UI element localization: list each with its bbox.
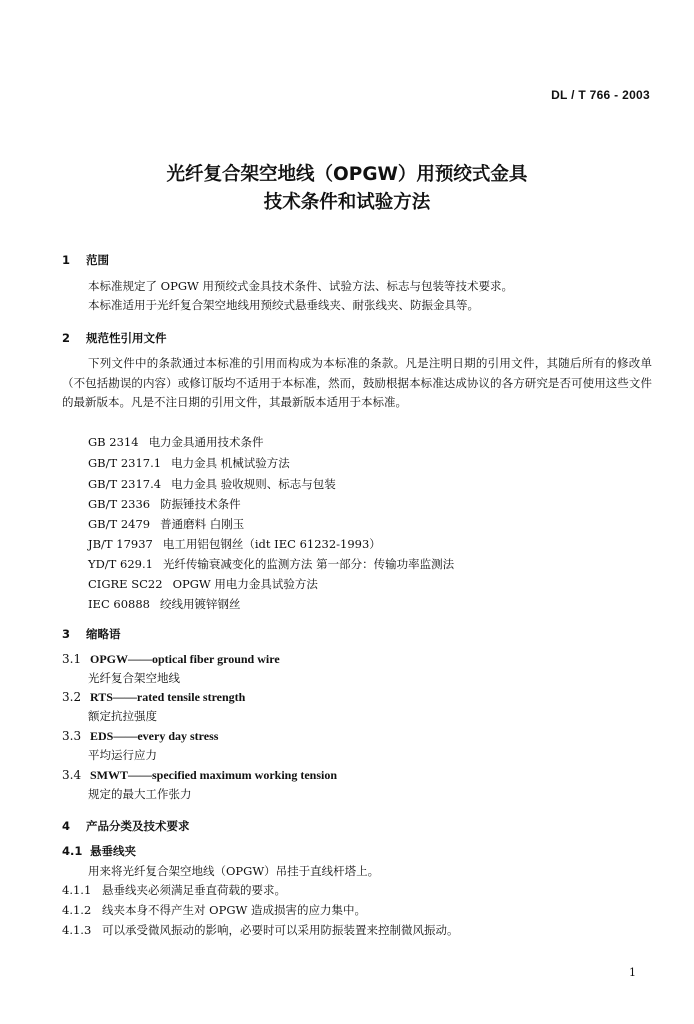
sec1-paragraph-1: 本标准规定了 OPGW 用预绞式金具技术条件、试验方法、标志与包装等技术要求。 bbox=[88, 279, 513, 293]
sec1-paragraph-2: 本标准适用于光纤复合架空地线用预绞式悬垂线夹、耐张线夹、防振金具等。 bbox=[88, 298, 479, 312]
reference-code: YD/T 629.1 bbox=[88, 557, 153, 571]
standard-code: DL / T 766 - 2003 bbox=[551, 88, 650, 102]
clause-item bbox=[62, 882, 286, 898]
reference-code: GB/T 2317.4 bbox=[88, 477, 162, 491]
clause-item bbox=[62, 922, 459, 938]
term-dash: —— bbox=[112, 690, 137, 704]
clause-item bbox=[62, 902, 366, 918]
section-title: 缩略语 bbox=[86, 627, 121, 641]
reference-code: GB 2314 bbox=[88, 435, 139, 449]
clause-text: 可以承受微风振动的影响，必要时可以采用防振装置来控制微风振动。 bbox=[102, 923, 459, 937]
reference-title: 普通磨料 白刚玉 bbox=[160, 517, 245, 531]
term-english: specified maximum working tension bbox=[152, 768, 338, 782]
term-entry bbox=[62, 729, 218, 744]
subsection-number: 4.1 bbox=[62, 844, 83, 858]
section-4-heading bbox=[62, 818, 190, 834]
reference-title: 光纤传输衰减变化的监测方法 第一部分：传输功率监测法 bbox=[162, 557, 455, 571]
reference-title: 防振锤技术条件 bbox=[160, 497, 241, 511]
section-3-heading bbox=[62, 626, 121, 642]
term-abbreviation: SMWT bbox=[90, 768, 129, 782]
reference-item bbox=[88, 516, 244, 532]
section-number: 2 bbox=[62, 331, 71, 345]
reference-title: 电力金具通用技术条件 bbox=[148, 435, 264, 449]
reference-title: 电力金具 机械试验方法 bbox=[171, 456, 290, 470]
reference-item bbox=[88, 496, 241, 512]
reference-item bbox=[88, 536, 381, 552]
reference-item bbox=[88, 576, 318, 592]
term-english: rated tensile strength bbox=[136, 690, 246, 704]
term-number: 3.4 bbox=[62, 768, 82, 782]
reference-title: 电工用铝包钢丝（idt IEC 61232-1993） bbox=[162, 537, 381, 551]
clause-text: 悬垂线夹必须满足垂直荷载的要求。 bbox=[102, 883, 286, 897]
reference-code: GB/T 2336 bbox=[88, 497, 151, 511]
term-abbreviation: EDS bbox=[90, 729, 114, 743]
section-number: 1 bbox=[62, 253, 71, 267]
sec2-intro-paragraph: 下列文件中的条款通过本标准的引用而构成为本标准的条款。凡是注明日期的引用文件，其随后所有的修改单（不包括勘误的内容）或修订版均不适用于本标准，然而，鼓励根据本标准达成协议的各方研究是否可使用这些文件的最新版本。凡是不注日期的引用文件，其最新版本适用于本标准。 bbox=[62, 356, 652, 409]
section-title: 规范性引用文件 bbox=[86, 331, 167, 345]
section-2-heading bbox=[62, 330, 167, 346]
term-entry bbox=[62, 768, 337, 783]
section-title: 产品分类及技术要求 bbox=[86, 819, 190, 833]
subsection-4-1-text: 用来将光纤复合架空地线（OPGW）吊挂于直线杆塔上。 bbox=[88, 864, 380, 878]
term-chinese: 额定抗拉强度 bbox=[88, 709, 157, 723]
section-1-heading bbox=[62, 252, 109, 268]
document-title-line1: 光纤复合架空地线（OPGW）用预绞式金具 bbox=[166, 164, 528, 185]
section-number: 4 bbox=[62, 819, 71, 833]
term-chinese: 规定的最大工作张力 bbox=[88, 787, 192, 801]
section-number: 3 bbox=[62, 627, 71, 641]
reference-title: 绞线用镀锌钢丝 bbox=[159, 597, 241, 611]
page-number: 1 bbox=[629, 966, 636, 979]
term-chinese: 光纤复合架空地线 bbox=[88, 671, 180, 685]
clause-text: 线夹本身不得产生对 OPGW 造成损害的应力集中。 bbox=[102, 903, 366, 917]
reference-item bbox=[88, 596, 240, 612]
document-title-line2: 技术条件和试验方法 bbox=[263, 192, 431, 213]
term-chinese: 平均运行应力 bbox=[88, 748, 157, 762]
reference-title: OPGW 用电力金具试验方法 bbox=[172, 577, 318, 591]
term-dash: —— bbox=[128, 652, 152, 666]
reference-title: 电力金具 验收规则、标志与包装 bbox=[171, 477, 336, 491]
reference-item bbox=[88, 434, 264, 450]
term-entry bbox=[62, 652, 280, 667]
term-english: optical fiber ground wire bbox=[152, 652, 280, 666]
term-abbreviation: OPGW bbox=[90, 652, 128, 666]
reference-code: CIGRE SC22 bbox=[88, 577, 163, 591]
term-dash: —— bbox=[128, 768, 153, 782]
term-number: 3.3 bbox=[62, 729, 82, 743]
section-title: 范围 bbox=[86, 253, 109, 267]
subsection-4-1-heading bbox=[62, 843, 136, 859]
reference-item bbox=[88, 455, 290, 471]
term-english: every day stress bbox=[137, 729, 219, 743]
reference-code: GB/T 2317.1 bbox=[88, 456, 162, 470]
clause-number: 4.1.3 bbox=[62, 923, 92, 937]
subsection-title: 悬垂线夹 bbox=[90, 844, 136, 858]
reference-item bbox=[88, 476, 336, 492]
term-dash: —— bbox=[113, 729, 138, 743]
term-number: 3.1 bbox=[62, 652, 82, 666]
clause-number: 4.1.1 bbox=[62, 883, 92, 897]
reference-item bbox=[88, 556, 454, 572]
reference-code: JB/T 17937 bbox=[88, 537, 153, 551]
term-entry bbox=[62, 690, 245, 705]
reference-code: GB/T 2479 bbox=[88, 517, 151, 531]
reference-code: IEC 60888 bbox=[88, 597, 150, 611]
term-abbreviation: RTS bbox=[90, 690, 113, 704]
clause-number: 4.1.2 bbox=[62, 903, 92, 917]
term-number: 3.2 bbox=[62, 690, 82, 704]
